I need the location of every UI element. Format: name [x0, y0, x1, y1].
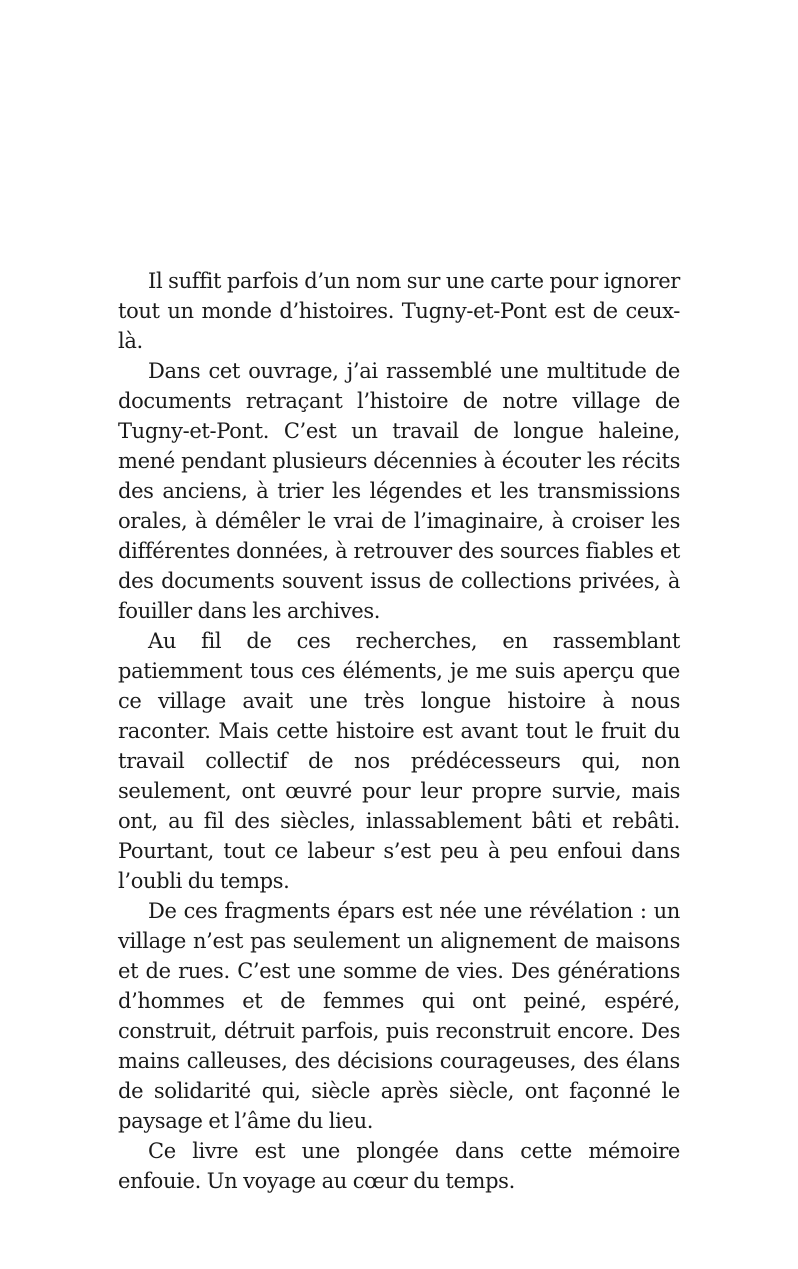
paragraph-research: Dans cet ouvrage, j’ai rassemblé une multitude de documents retraçant l’histoire de notre village de Tugny-et-Pont. C’est un travail de longue haleine, mené pendant plusieurs décennies à écouter les récits des anciens, à trier les légendes et les transmissions orales, à démêler le vrai de l’imaginaire, à croiser les différentes données, à retrouver des sources fiables et des documents souvent issus de collections privées, à fouiller dans les archives.: [118, 359, 680, 623]
paragraph-revelation: De ces fragments épars est née une révélation : un village n’est pas seulement un alignement de maisons et de rues. C’est une somme de vies. Des générations d’hommes et de femmes qui ont peiné, espéré, construit, détruit parfois, puis reconstruit encore. Des mains calleuses, des décisions courageuses, des élans de solidarité qui, siècle après siècle, ont façonné le paysage et l’âme du lieu.: [118, 899, 680, 1133]
paragraph-conclusion: Ce livre est une plongée dans cette mémoire enfouie. Un voyage au cœur du temps.: [118, 1139, 680, 1193]
paragraph-history: Au fil de ces recherches, en rassemblant patiemment tous ces éléments, je me suis aperçu que ce village avait une très longue histoire à nous raconter. Mais cette histoire est avant tout le fruit du travail collectif de nos prédécesseurs qui, non seulement, ont œuvré pour leur propre survie, mais ont, au fil des siècles, inlassablement bâti et rebâti. Pourtant, tout ce labeur s’est peu à peu enfoui dans l’oubli du temps.: [118, 629, 680, 893]
paragraph-intro: Il suffit parfois d’un nom sur une carte pour ignorer tout un monde d’histoires. Tugny-et-Pont est de ceux-là.: [118, 269, 680, 353]
book-page-text: [118, 266, 680, 1196]
